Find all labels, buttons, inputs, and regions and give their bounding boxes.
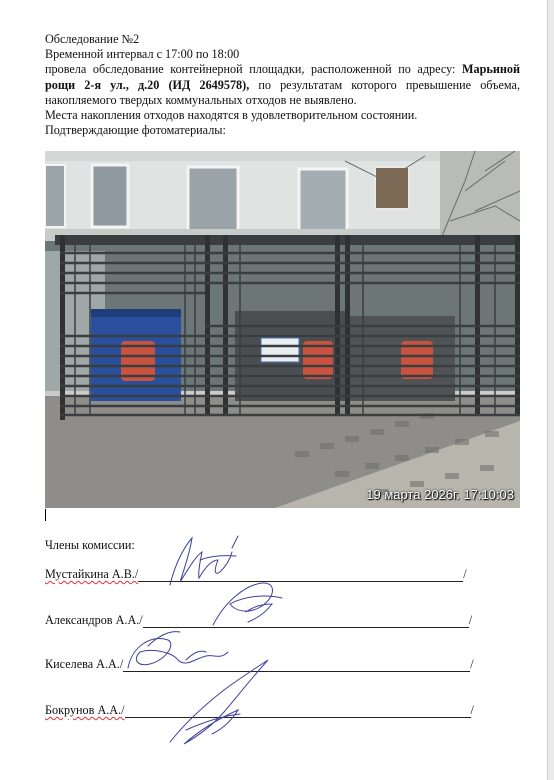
member-name-3: Киселева А.А./ xyxy=(45,657,124,671)
time-interval: Временной интервал с 17:00 по 18:00 xyxy=(45,47,240,62)
signature-line-2 xyxy=(143,616,469,628)
signature-row-4 xyxy=(45,703,474,718)
info-plate xyxy=(261,338,299,362)
paragraph-end: по результатам которого превышение объема, накопляемого твердых коммунальных отходов не выявлено. xyxy=(45,77,520,107)
signature-line-3 xyxy=(123,660,470,672)
condition-text: Места накопления отходов находятся в удовлетворительном состоянии. xyxy=(45,108,418,123)
inspection-paragraph xyxy=(45,62,520,108)
member-name-4: Бокрунов А.А./ xyxy=(45,703,125,717)
signature-row-1 xyxy=(45,567,467,582)
signature-line-4 xyxy=(125,706,471,718)
photos-label: Подтверждающие фотоматериалы: xyxy=(45,123,226,138)
document-body xyxy=(45,32,520,138)
signature-end-3: / xyxy=(470,657,474,671)
site-photo-image xyxy=(45,151,520,508)
text-cursor xyxy=(45,509,46,521)
member-name-2: Александров А.А./ xyxy=(45,613,143,627)
paragraph-start: провела обследование контейнерной площадки, расположенной по адресу: xyxy=(45,62,463,77)
site-photo xyxy=(45,151,520,508)
document-title: Обследование №2 xyxy=(45,32,140,46)
signature-end-4: / xyxy=(470,703,474,717)
photo-timestamp: 19 марта 2026г. 17:10:03 xyxy=(366,487,514,502)
signature-row-3 xyxy=(45,657,474,672)
member-name-1: Мустайкина А.В./ xyxy=(45,567,139,581)
signature-line-1 xyxy=(138,570,463,582)
signature-end-2: / xyxy=(468,613,473,627)
signature-row-2 xyxy=(45,613,472,628)
signature-4 xyxy=(170,660,268,744)
signature-end-1: / xyxy=(463,567,467,581)
page-edge xyxy=(547,0,554,780)
commission-label: Члены комиссии: xyxy=(45,538,135,552)
address-text: Марьиной рощи 2-я ул., д.20 (ИД 2649578), xyxy=(45,62,520,92)
